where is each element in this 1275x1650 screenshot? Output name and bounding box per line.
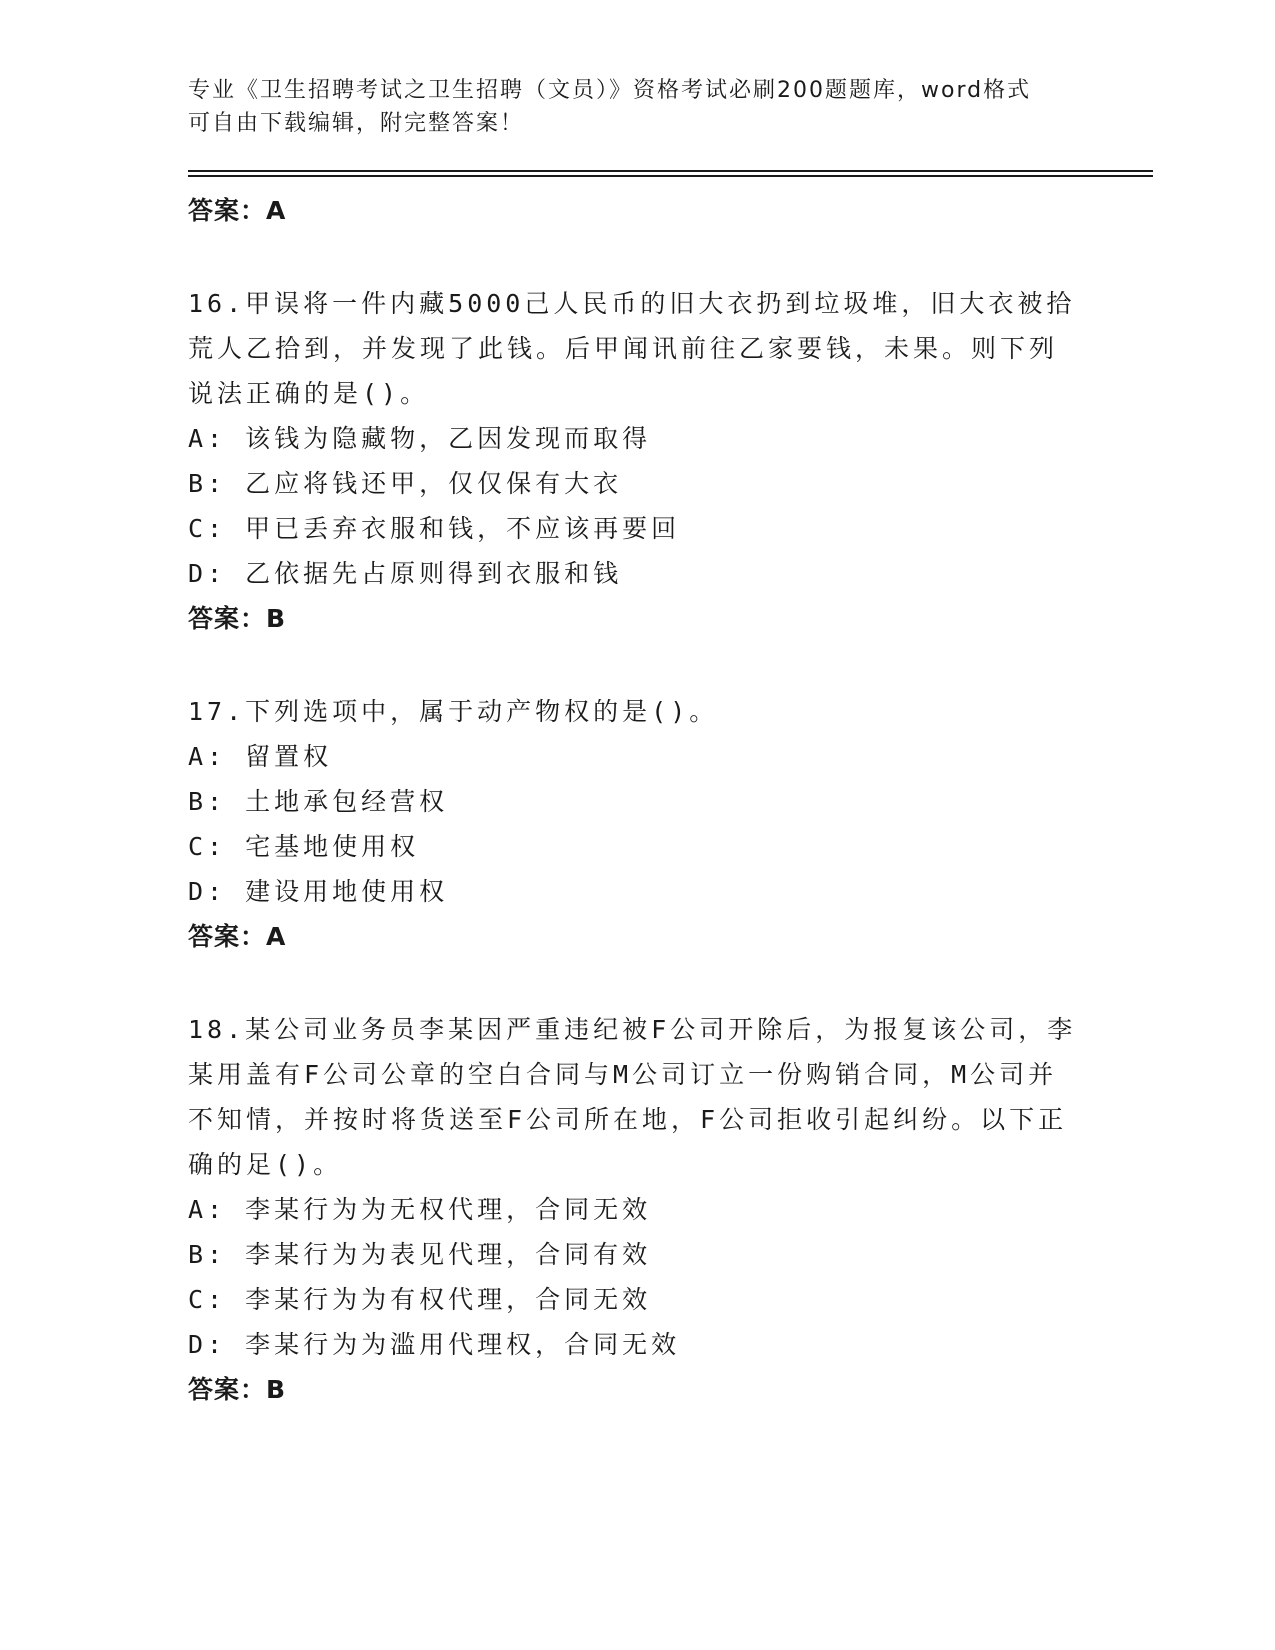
question-17 [188, 689, 1088, 959]
option-b: B: 李某行为为表见代理，合同有效 [188, 1240, 652, 1269]
answer-label: 答案：A [188, 922, 287, 951]
page-header [188, 74, 1068, 140]
header-title-line-1: 专业《卫生招聘考试之卫生招聘（文员）》资格考试必刷200题题库，word格式 [188, 78, 1032, 103]
option-a: A: 该钱为隐藏物，乙因发现而取得 [188, 424, 652, 453]
header-rule-top [188, 170, 1153, 172]
previous-answer: 答案：A [188, 196, 287, 225]
question-stem-line: 18.某公司业务员李某因严重违纪被F公司开除后，为报复该公司，李 [188, 1015, 1077, 1044]
header-title-line-2: 可自由下载编辑，附完整答案！ [188, 111, 525, 136]
question-stem-line: 荒人乙拾到，并发现了此钱。后甲闻讯前往乙家要钱，未果。则下列 [188, 334, 1059, 363]
question-16 [188, 281, 1088, 641]
option-d: D: 乙依据先占原则得到衣服和钱 [188, 559, 623, 588]
option-c: C: 宅基地使用权 [188, 832, 420, 861]
option-c: C: 李某行为为有权代理，合同无效 [188, 1285, 652, 1314]
question-stem [188, 689, 1088, 734]
question-stem [188, 281, 1088, 416]
option-d: D: 李某行为为滥用代理权，合同无效 [188, 1330, 681, 1359]
question-stem-line: 说法正确的是()。 [188, 379, 430, 408]
question-18 [188, 1007, 1088, 1412]
question-stem-line: 确的足()。 [188, 1150, 343, 1179]
question-stem-line: 不知情，并按时将货送至F公司所在地，F公司拒收引起纠纷。以下正 [188, 1105, 1068, 1134]
question-stem-line: 17.下列选项中，属于动产物权的是()。 [188, 697, 719, 726]
question-stem [188, 1007, 1088, 1187]
question-stem-line: 某用盖有F公司公章的空白合同与M公司订立一份购销合同，M公司并 [188, 1060, 1058, 1089]
option-c: C: 甲已丢弃衣服和钱，不应该再要回 [188, 514, 681, 543]
header-rule-bottom [188, 175, 1153, 177]
option-d: D: 建设用地使用权 [188, 877, 449, 906]
answer-label: 答案：B [188, 1375, 287, 1404]
option-a: A: 留置权 [188, 742, 333, 771]
question-stem-line: 16.甲误将一件内藏5000己人民币的旧大衣扔到垃圾堆，旧大衣被拾 [188, 289, 1076, 318]
option-b: B: 土地承包经营权 [188, 787, 449, 816]
answer-label: 答案：B [188, 604, 287, 633]
question-list [188, 188, 1088, 1460]
option-b: B: 乙应将钱还甲，仅仅保有大衣 [188, 469, 623, 498]
option-a: A: 李某行为为无权代理，合同无效 [188, 1195, 652, 1224]
